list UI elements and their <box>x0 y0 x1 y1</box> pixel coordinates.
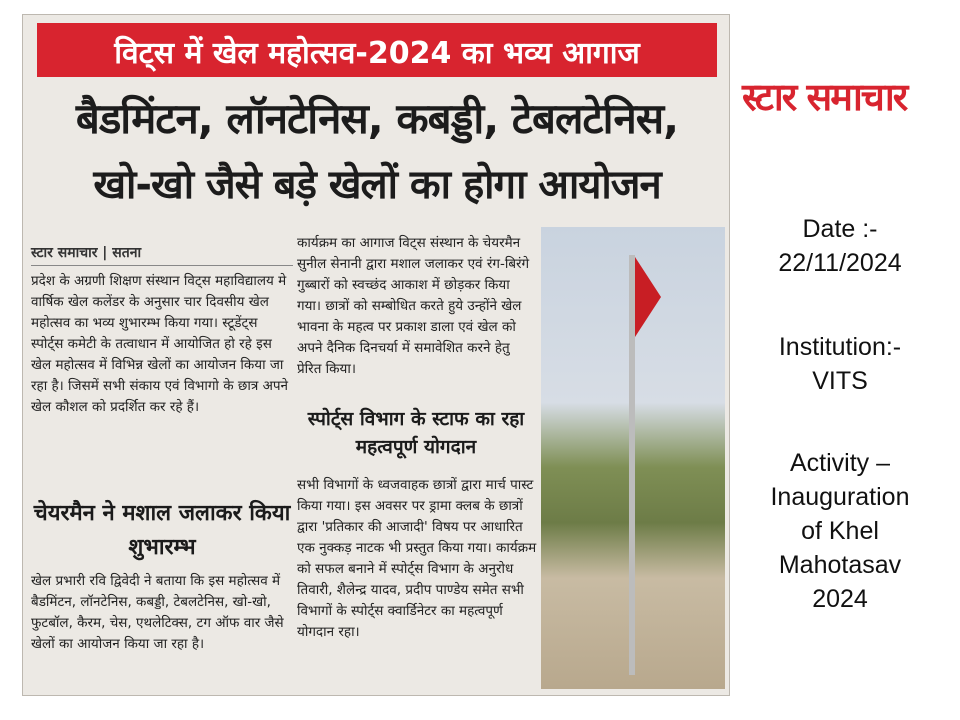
headline-banner <box>37 23 717 77</box>
headline-line-2: खो-खो जैसे बड़े खेलों का होगा आयोजन <box>93 162 661 208</box>
flag-icon <box>635 257 661 337</box>
institution-label: Institution:- <box>778 333 902 361</box>
subheading-2: स्पोर्ट्स विभाग के स्टाफ का रहा महत्वपूर्ण योगदान <box>307 408 525 458</box>
newspaper-clipping <box>22 14 730 696</box>
headline-line-1: बैडमिंटन, लॉनटेनिस, कबड्डी, टेबलटेनिस, <box>75 94 679 143</box>
article-column-3: सभी विभागों के ध्वजवाहक छात्रों द्वारा मार्च पास्ट किया गया। इस अवसर पर ड्रामा क्लब के छात्रों द्वारा 'प्रतिकार की आजादी' विषय पर आधारित एक नुक्कड़ नाटक भी प्रस्तुत किया गया। कार्यक्रम को सफल बनाने में स्पोर्ट्स विभाग के अनुरोध तिवारी, शैलेन्द्र यादव, प्रदीप पाण्डेय समेत सभी विभागों के स्पोर्ट्स क्वार्डिनेटर का महत्वपूर्ण योगदान रहा। <box>297 477 537 640</box>
article-column-1: प्रदेश के अग्रणी शिक्षण संस्थान विट्स महाविद्यालय मे वार्षिक खेल कलेंडर के अनुसार चार दिवसीय खेल महोत्सव का भव्य शुभारम्भ किया गया। स्टूडेंट्स स्पोर्ट्स कमेटी के तत्वाधान में आयोजित हो रहे इस खेल महोत्सव में विभिन्न खेलों का आयोजन किया जा रहा है। जिसमें सभी संकाय एवं विभागो के छात्र अपने खेल कौशल को प्रदर्शित कर रहे हैं। <box>31 273 289 415</box>
activity-block <box>742 446 938 616</box>
dateline: स्टार समाचार | सतना <box>31 243 293 266</box>
article-column-1b: खेल प्रभारी रवि द्विवेदी ने बताया कि इस महोत्सव में बैडमिंटन, लॉनटेनिस, कबड्डी, टेबलटेनिस, खो-खो, फुटबॉल, कैरम, चेस, एथलेटिक्स, टग ऑफ वार जैसे खेलों का आयोजन किया जा रहा है। <box>31 573 284 652</box>
date-label: Date :- <box>802 215 878 243</box>
article-column-2: कार्यक्रम का आगाज विट्स संस्थान के चेयरमैन सुनील सेनानी द्वारा मशाल जलाकर एवं रंग-बिरंगे गुब्बारों को स्वच्छंद आकाश में छोड़कर किया गया। छात्रों को सम्बोधित करते हुये उन्होंने खेल भावना के महत्व पर प्रकाश डाला एवं खेल को अपने दैनिक दिनचर्या में समावेशित करने हेतु प्रेरित किया। <box>297 235 530 377</box>
activity-label: Activity – <box>789 449 891 477</box>
banner-title: विट्स में खेल महोत्सव-2024 का भव्य आगाज <box>114 36 640 71</box>
institution-value: VITS <box>812 367 868 395</box>
date-value: 22/11/2024 <box>778 249 902 277</box>
subheading-1: चेयरमैन ने मशाल जलाकर किया शुभारम्भ <box>33 501 291 560</box>
activity-line-4: Mahotasav <box>778 551 902 579</box>
activity-line-2: Inauguration <box>770 483 910 511</box>
institution-block <box>742 330 938 398</box>
activity-line-3: of Khel <box>801 517 879 545</box>
date-block <box>742 212 938 280</box>
newspaper-logo: स्टार समाचार <box>742 75 907 119</box>
activity-line-5: 2024 <box>812 585 868 613</box>
